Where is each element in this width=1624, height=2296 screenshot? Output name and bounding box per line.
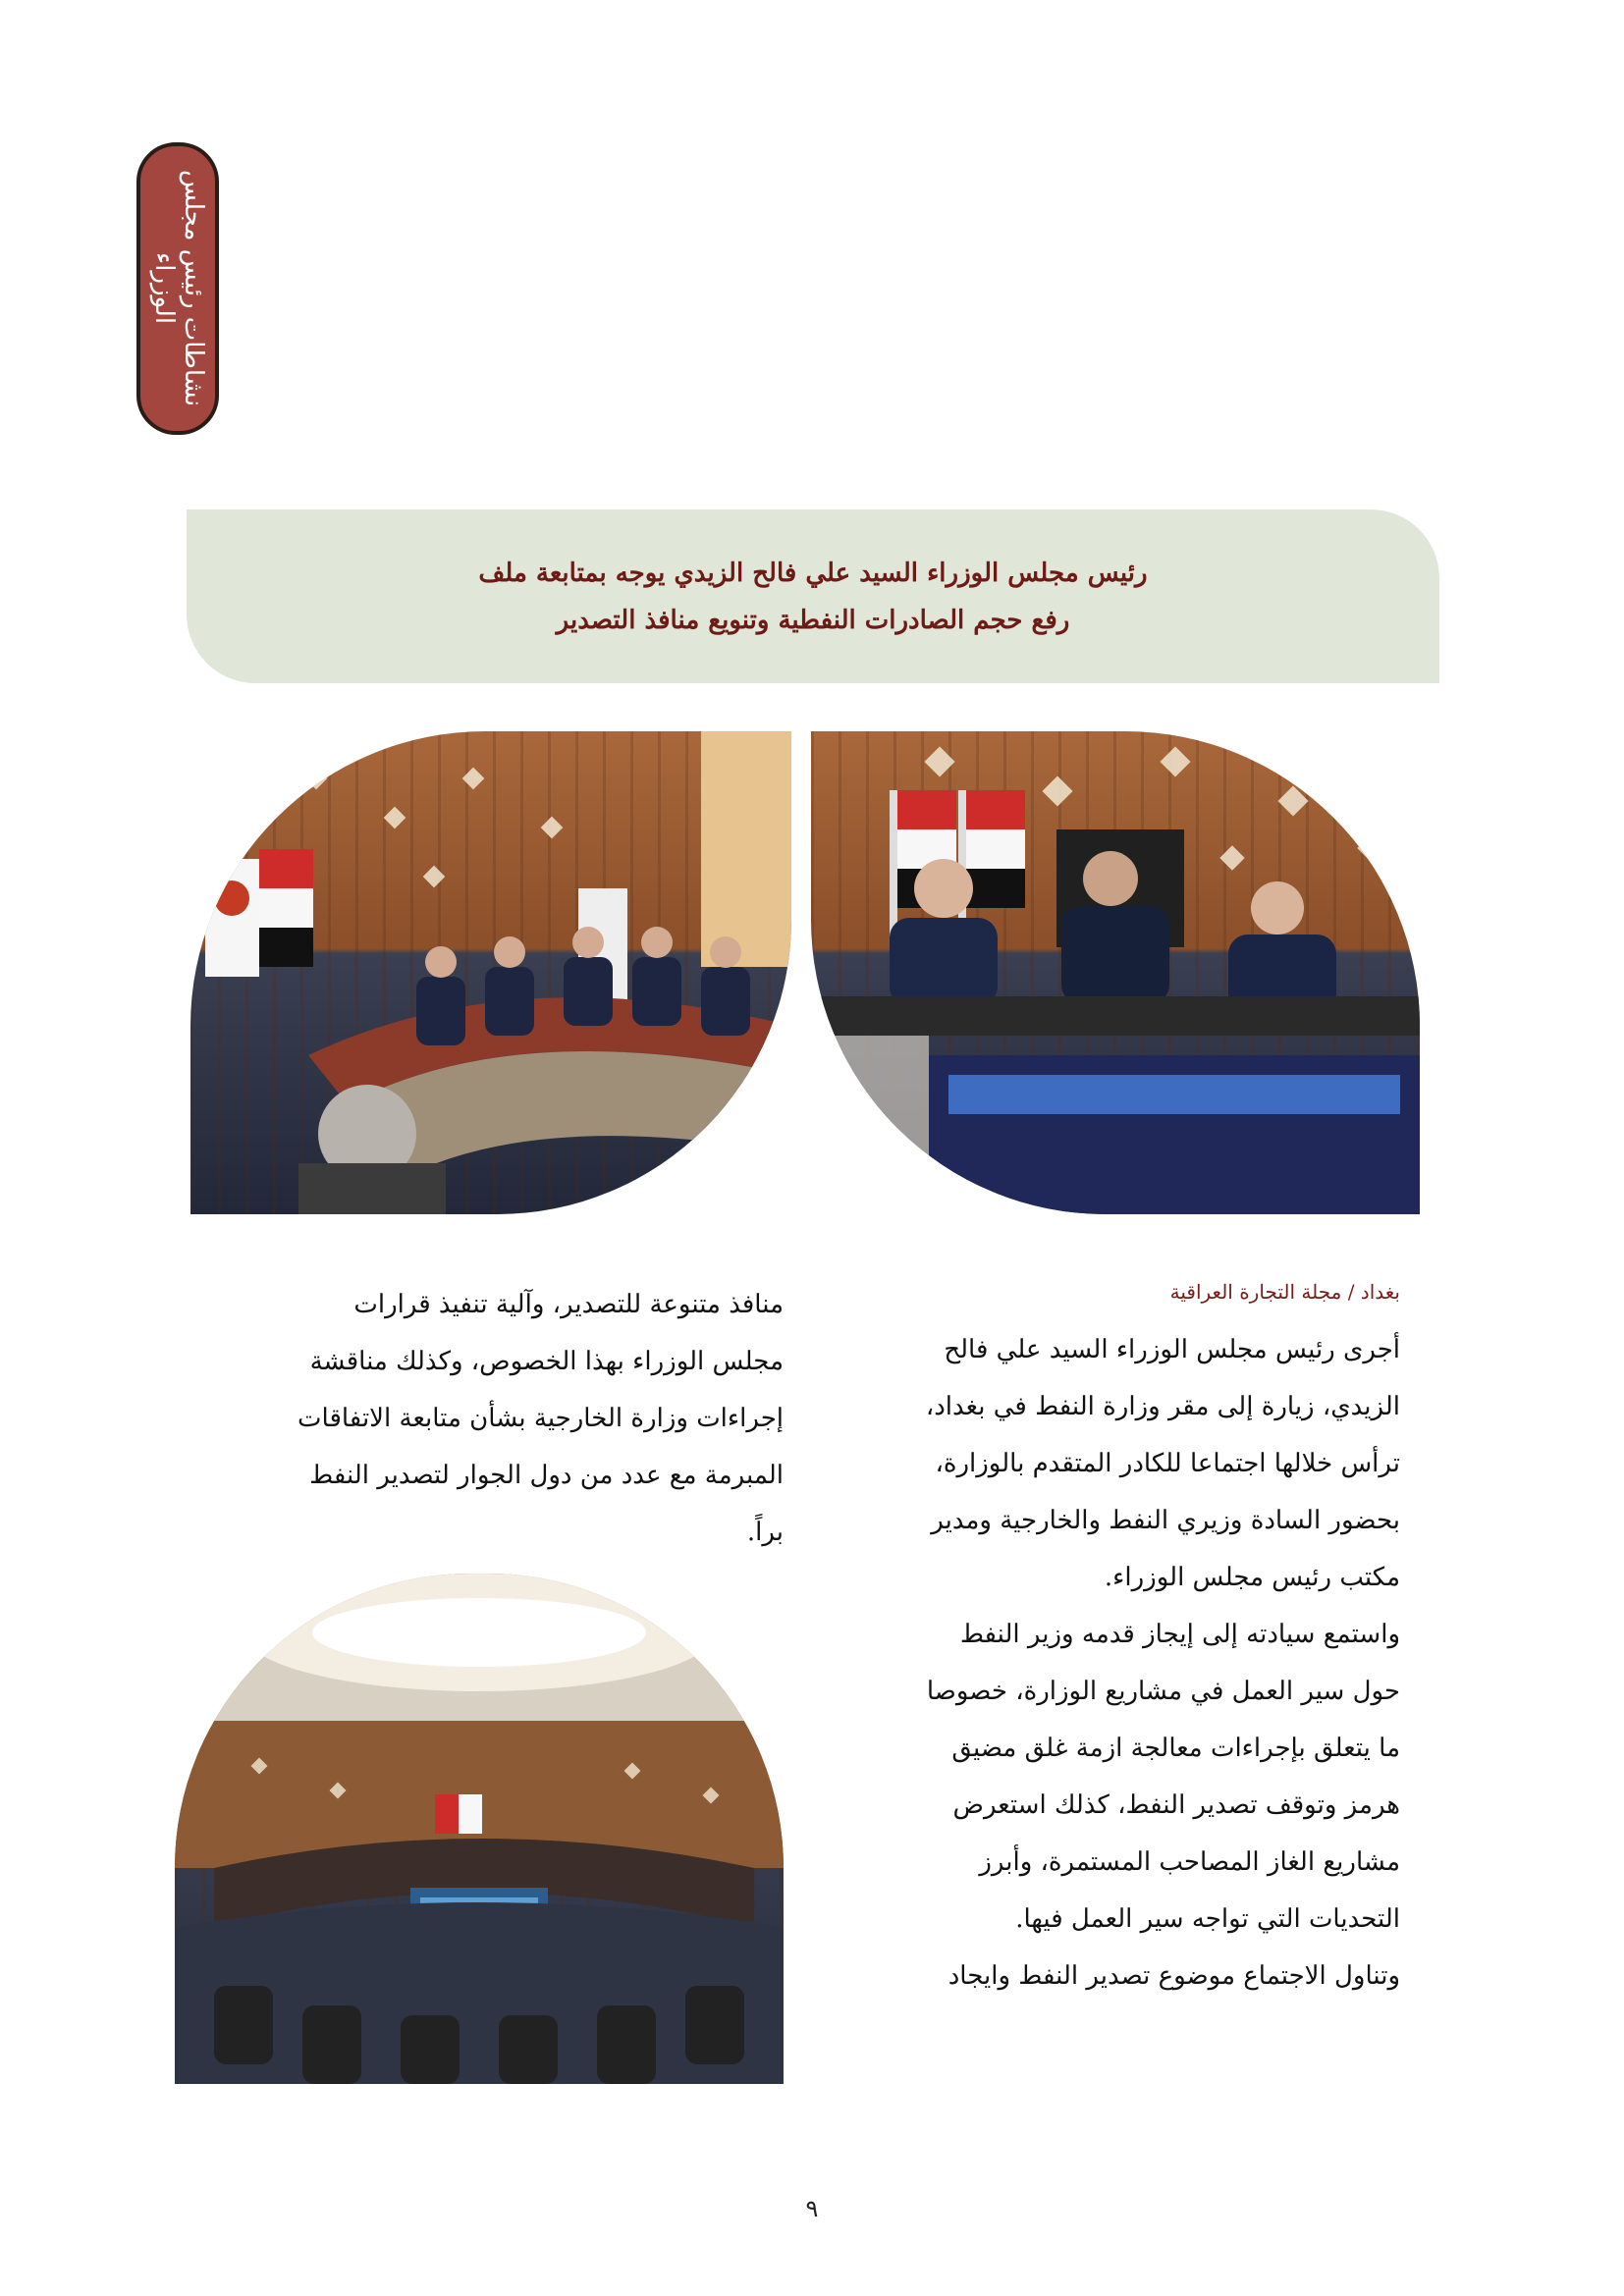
section-tab-label: نشاطات رئيس مجلس الوزراء: [149, 170, 208, 407]
article-left-lines: [190, 1276, 784, 1561]
article-text-line: بحضور السادة وزيري النفط والخارجية ومدير: [931, 1506, 1400, 1535]
article-text-line: وتناول الاجتماع موضوع تصدير النفط وايجاد: [947, 1961, 1400, 1991]
headline-line-2: رفع حجم الصادرات النفطية وتنويع منافذ التصدير: [556, 605, 1070, 635]
article-text-line: حول سير العمل في مشاريع الوزارة، خصوصا: [926, 1677, 1400, 1706]
article-text-line: المبرمة مع عدد من دول الجوار لتصدير النفط: [309, 1461, 784, 1490]
article-text-line: أجرى رئيس مجلس الوزراء السيد علي فالح: [944, 1335, 1400, 1364]
article-text-line: منافذ متنوعة للتصدير، وآلية تنفيذ قرارات: [353, 1290, 784, 1319]
photo-ministers-illustration: [811, 731, 1420, 1214]
article-column-right: [811, 1276, 1400, 2004]
article-column-left: [190, 1276, 784, 1561]
article-text-line: إجراءات وزارة الخارجية بشأن متابعة الاتفاقات: [298, 1404, 784, 1433]
article-text-line: هرمز وتوقف تصدير النفط، كذلك استعرض: [952, 1790, 1400, 1820]
headline-line-1: رئيس مجلس الوزراء السيد علي فالح الزيدي يوجه بمتابعة ملف: [478, 558, 1148, 588]
page-number: ٩: [805, 2195, 819, 2222]
article-byline: بغداد / مجلة التجارة العراقية: [1169, 1280, 1400, 1304]
article-right-lines: [811, 1321, 1400, 2004]
article-text-line: ما يتعلق بإجراءات معالجة ازمة غلق مضيق: [951, 1734, 1400, 1763]
article-text-line: ترأس خلالها اجتماعا للكادر المتقدم بالوزارة،: [935, 1449, 1400, 1478]
photo-ministers: [811, 731, 1420, 1214]
section-tab: [136, 142, 219, 435]
article-text-line: الزيدي، زيارة إلى مقر وزارة النفط في بغداد،: [925, 1392, 1400, 1421]
article-text-line: براً.: [746, 1518, 784, 1547]
article-text-line: التحديات التي تواجه سير العمل فيها.: [1015, 1904, 1400, 1934]
article-text-line: مشاريع الغاز المصاحب المستمرة، وأبرز: [979, 1847, 1400, 1877]
article-text-line: مكتب رئيس مجلس الوزراء.: [1104, 1563, 1400, 1592]
photo-wide-hall-illustration: [175, 1574, 784, 2084]
article-text-line: مجلس الوزراء بهذا الخصوص، وكذلك مناقشة: [309, 1347, 784, 1376]
photo-conference-table-illustration: [190, 731, 791, 1214]
photo-wide-hall: [175, 1574, 784, 2084]
article-text-line: واستمع سيادته إلى إيجاز قدمه وزير النفط: [959, 1620, 1400, 1649]
headline-banner: [187, 509, 1439, 683]
photo-conference-table: [190, 731, 791, 1214]
